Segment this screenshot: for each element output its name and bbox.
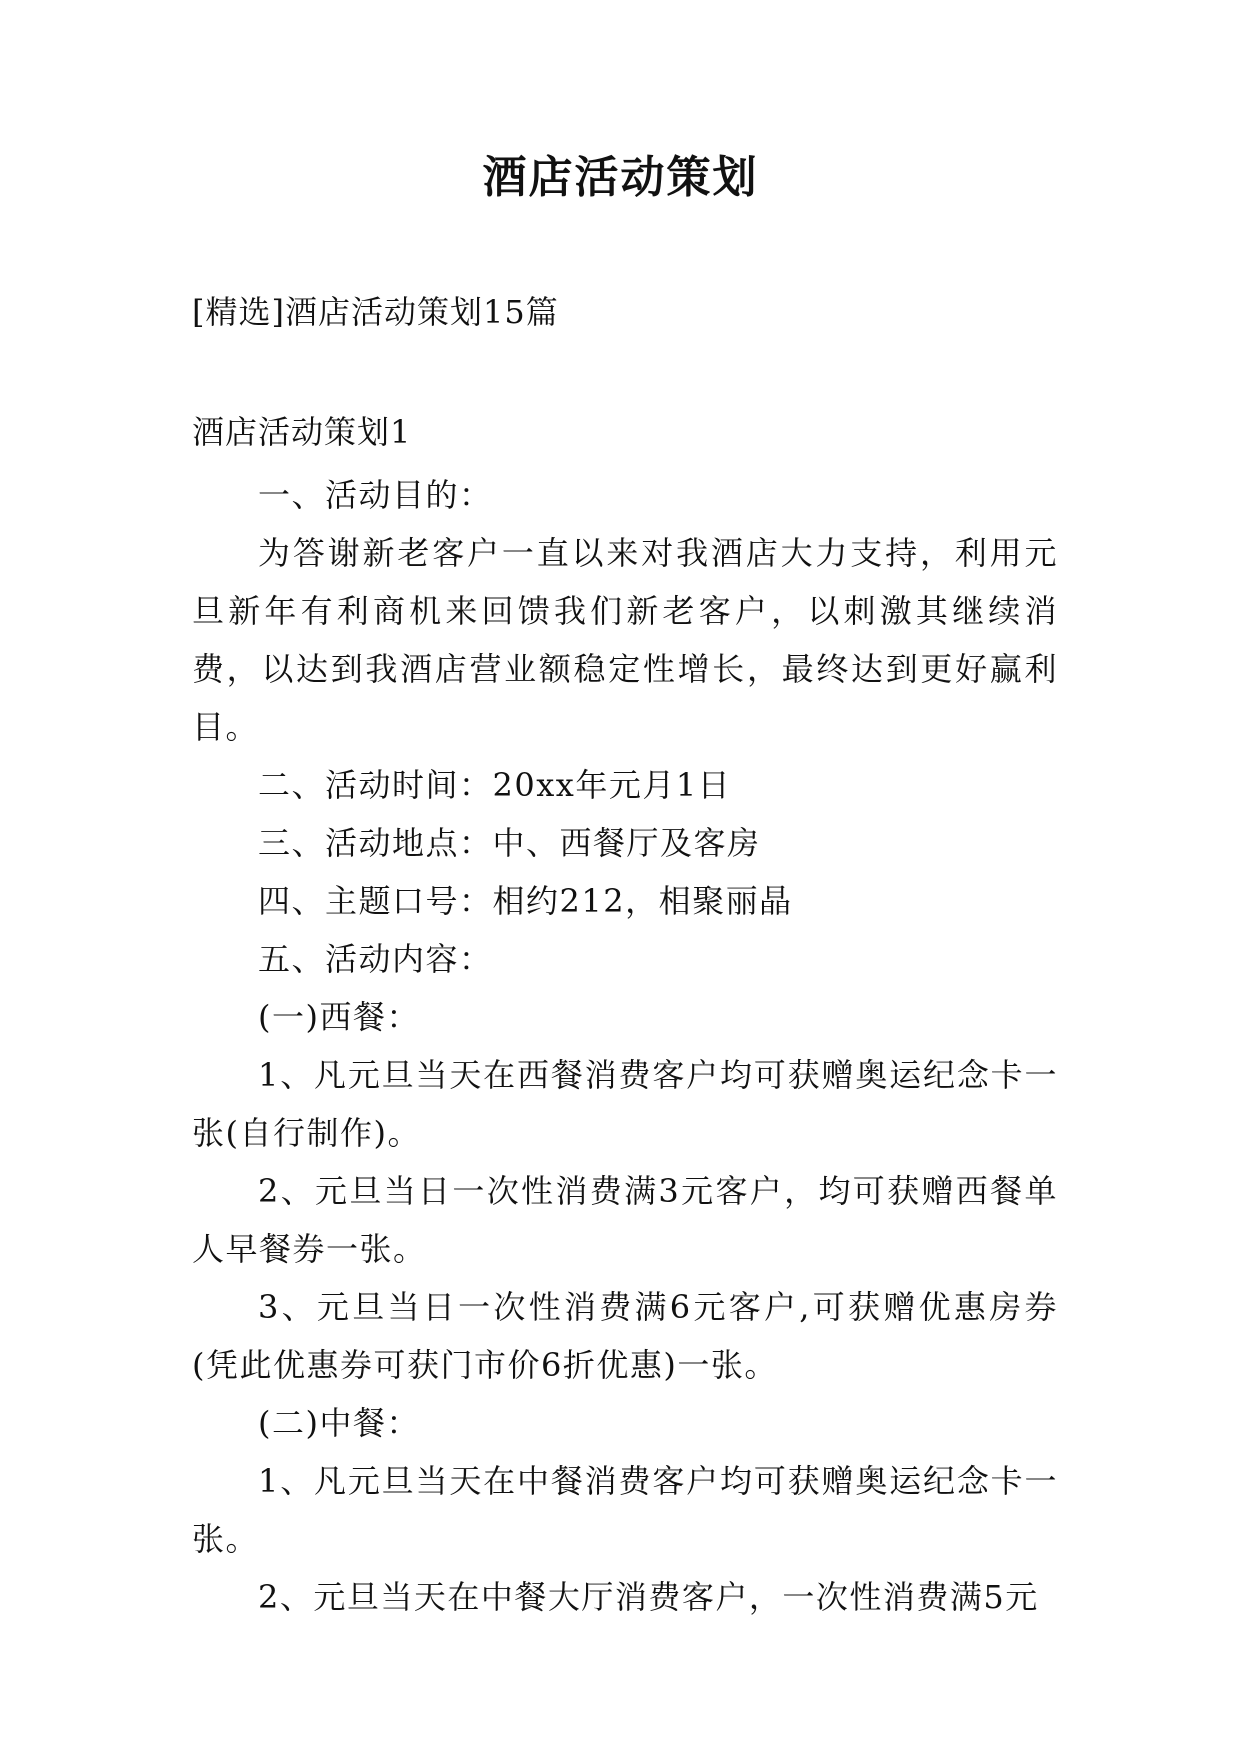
paragraph: (一)西餐： bbox=[258, 998, 420, 1036]
document-body bbox=[192, 466, 1058, 1626]
paragraph: 2、元旦当天在中餐大厅消费客户，一次性消费满5元 bbox=[258, 1578, 1039, 1616]
paragraph: 3、元旦当日一次性消费满6元客户,可获赠优惠房券(凭此优惠券可获门市价6折优惠)一张。 bbox=[192, 1288, 1058, 1384]
paragraph: 三、活动地点：中、西餐厅及客房 bbox=[258, 824, 761, 862]
paragraph: 2、元旦当日一次性消费满3元客户，均可获赠西餐单人早餐券一张。 bbox=[192, 1172, 1058, 1268]
paragraph: 1、凡元旦当天在西餐消费客户均可获赠奥运纪念卡一张(自行制作)。 bbox=[192, 1056, 1058, 1152]
document-title: 酒店活动策划 bbox=[482, 152, 759, 203]
paragraph: (二)中餐： bbox=[258, 1404, 420, 1442]
paragraph: 一、活动目的： bbox=[258, 476, 493, 514]
section-heading: 酒店活动策划1 bbox=[192, 413, 412, 451]
document-subtitle: [精选]酒店活动策划15篇 bbox=[192, 293, 559, 331]
paragraph: 1、凡元旦当天在中餐消费客户均可获赠奥运纪念卡一张。 bbox=[192, 1462, 1058, 1558]
paragraph: 二、活动时间：20xx年元月1日 bbox=[258, 766, 732, 804]
paragraph: 为答谢新老客户一直以来对我酒店大力支持，利用元旦新年有利商机来回馈我们新老客户，以刺激其继续消费，以达到我酒店营业额稳定性增长，最终达到更好赢利目。 bbox=[192, 534, 1058, 746]
paragraph: 五、活动内容： bbox=[258, 940, 493, 978]
paragraph: 四、主题口号：相约212，相聚丽晶 bbox=[258, 882, 793, 920]
